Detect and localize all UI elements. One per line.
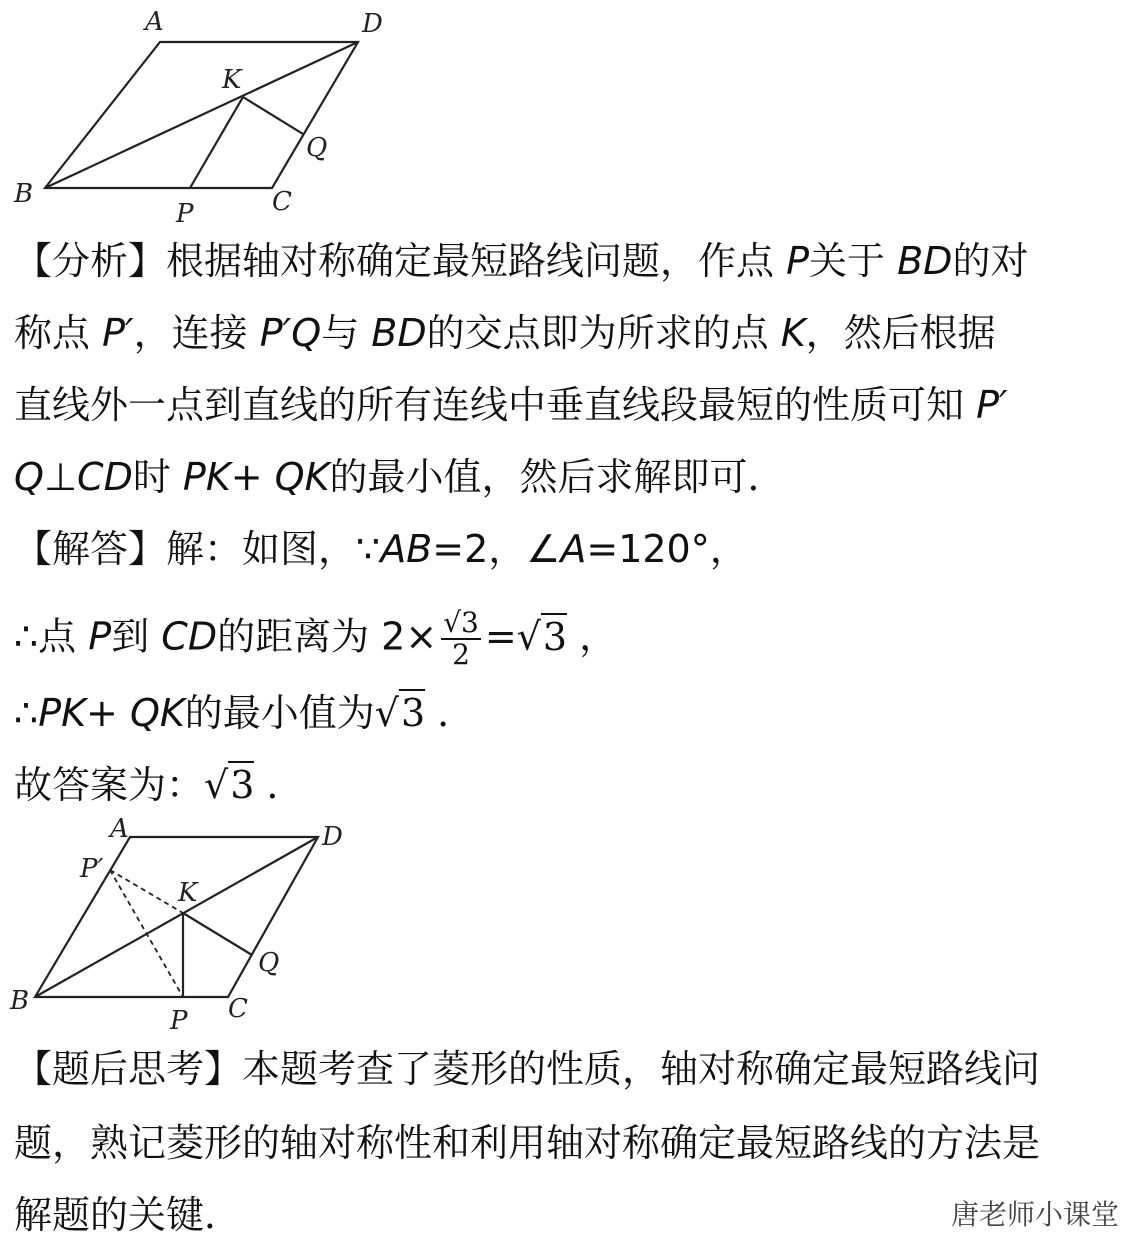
dashed-p1-k bbox=[110, 870, 183, 913]
solution-line-3: ∴PK+ QK的最小值为√3 ． bbox=[14, 691, 476, 735]
dashed-p1-p bbox=[110, 870, 183, 997]
reflection-line-3: 解题的关键． bbox=[14, 1193, 243, 1237]
sqrt-3: √3 bbox=[204, 763, 255, 807]
segment-kq bbox=[183, 913, 252, 955]
analysis-line-3: 直线外一点到直线的所有连线中垂直线段最短的性质可知 P′ bbox=[14, 383, 1008, 427]
label-b: B bbox=[10, 986, 30, 1016]
label-q: Q bbox=[306, 133, 328, 163]
label-d: D bbox=[362, 9, 383, 39]
label-a: A bbox=[110, 815, 129, 844]
solution-line-4: 故答案为：√3 ． bbox=[14, 763, 305, 807]
label-c: C bbox=[228, 994, 248, 1024]
solution-line-2: ∴点 P到 CD的距离为 2× $\frac{√3}{2}$ =√3 ， bbox=[14, 606, 618, 671]
segment-kp bbox=[190, 97, 243, 188]
sqrt-3: √3 bbox=[374, 691, 426, 735]
label-p: P bbox=[170, 1006, 188, 1036]
reflection-line-1: 【题后思考】本题考查了菱形的性质，轴对称确定最短路线问 bbox=[14, 1047, 1041, 1091]
label-p: P bbox=[176, 199, 194, 225]
label-d: D bbox=[322, 822, 343, 852]
analysis-line-4: Q⊥CD时 PK+ QK的最小值，然后求解即可． bbox=[14, 455, 786, 499]
watermark-text: 唐老师小课堂 bbox=[950, 1198, 1119, 1231]
solution-line-1: 【解答】解：如图，∵AB=2，∠A=120°， bbox=[14, 527, 748, 571]
label-a: A bbox=[145, 7, 164, 37]
analysis-line-1: 【分析】根据轴对称确定最短路线问题，作点 P关于 BD的对 bbox=[14, 239, 1029, 283]
label-p-prime: P′ bbox=[80, 854, 104, 884]
figure-bottom-svg bbox=[0, 815, 380, 1040]
label-k: K bbox=[178, 878, 198, 908]
segment-kq bbox=[243, 97, 303, 134]
figure-rhombus-bottom bbox=[0, 815, 380, 1040]
label-k: K bbox=[222, 65, 242, 95]
label-b: B bbox=[14, 179, 34, 209]
fraction-sqrt3-over-2: $\frac{√3}{2}$ bbox=[443, 606, 479, 671]
figure-rhombus-top bbox=[0, 0, 420, 225]
figure-top-svg bbox=[0, 0, 420, 225]
label-c: C bbox=[272, 187, 292, 217]
reflection-line-2: 题，熟记菱形的轴对称性和利用轴对称确定最短路线的方法是 bbox=[14, 1121, 1041, 1165]
sqrt-3: √3 bbox=[516, 614, 568, 659]
label-q: Q bbox=[258, 948, 280, 978]
analysis-line-2: 称点 P′，连接 P′Q与 BD的交点即为所求的点 K，然后根据 bbox=[14, 311, 996, 355]
